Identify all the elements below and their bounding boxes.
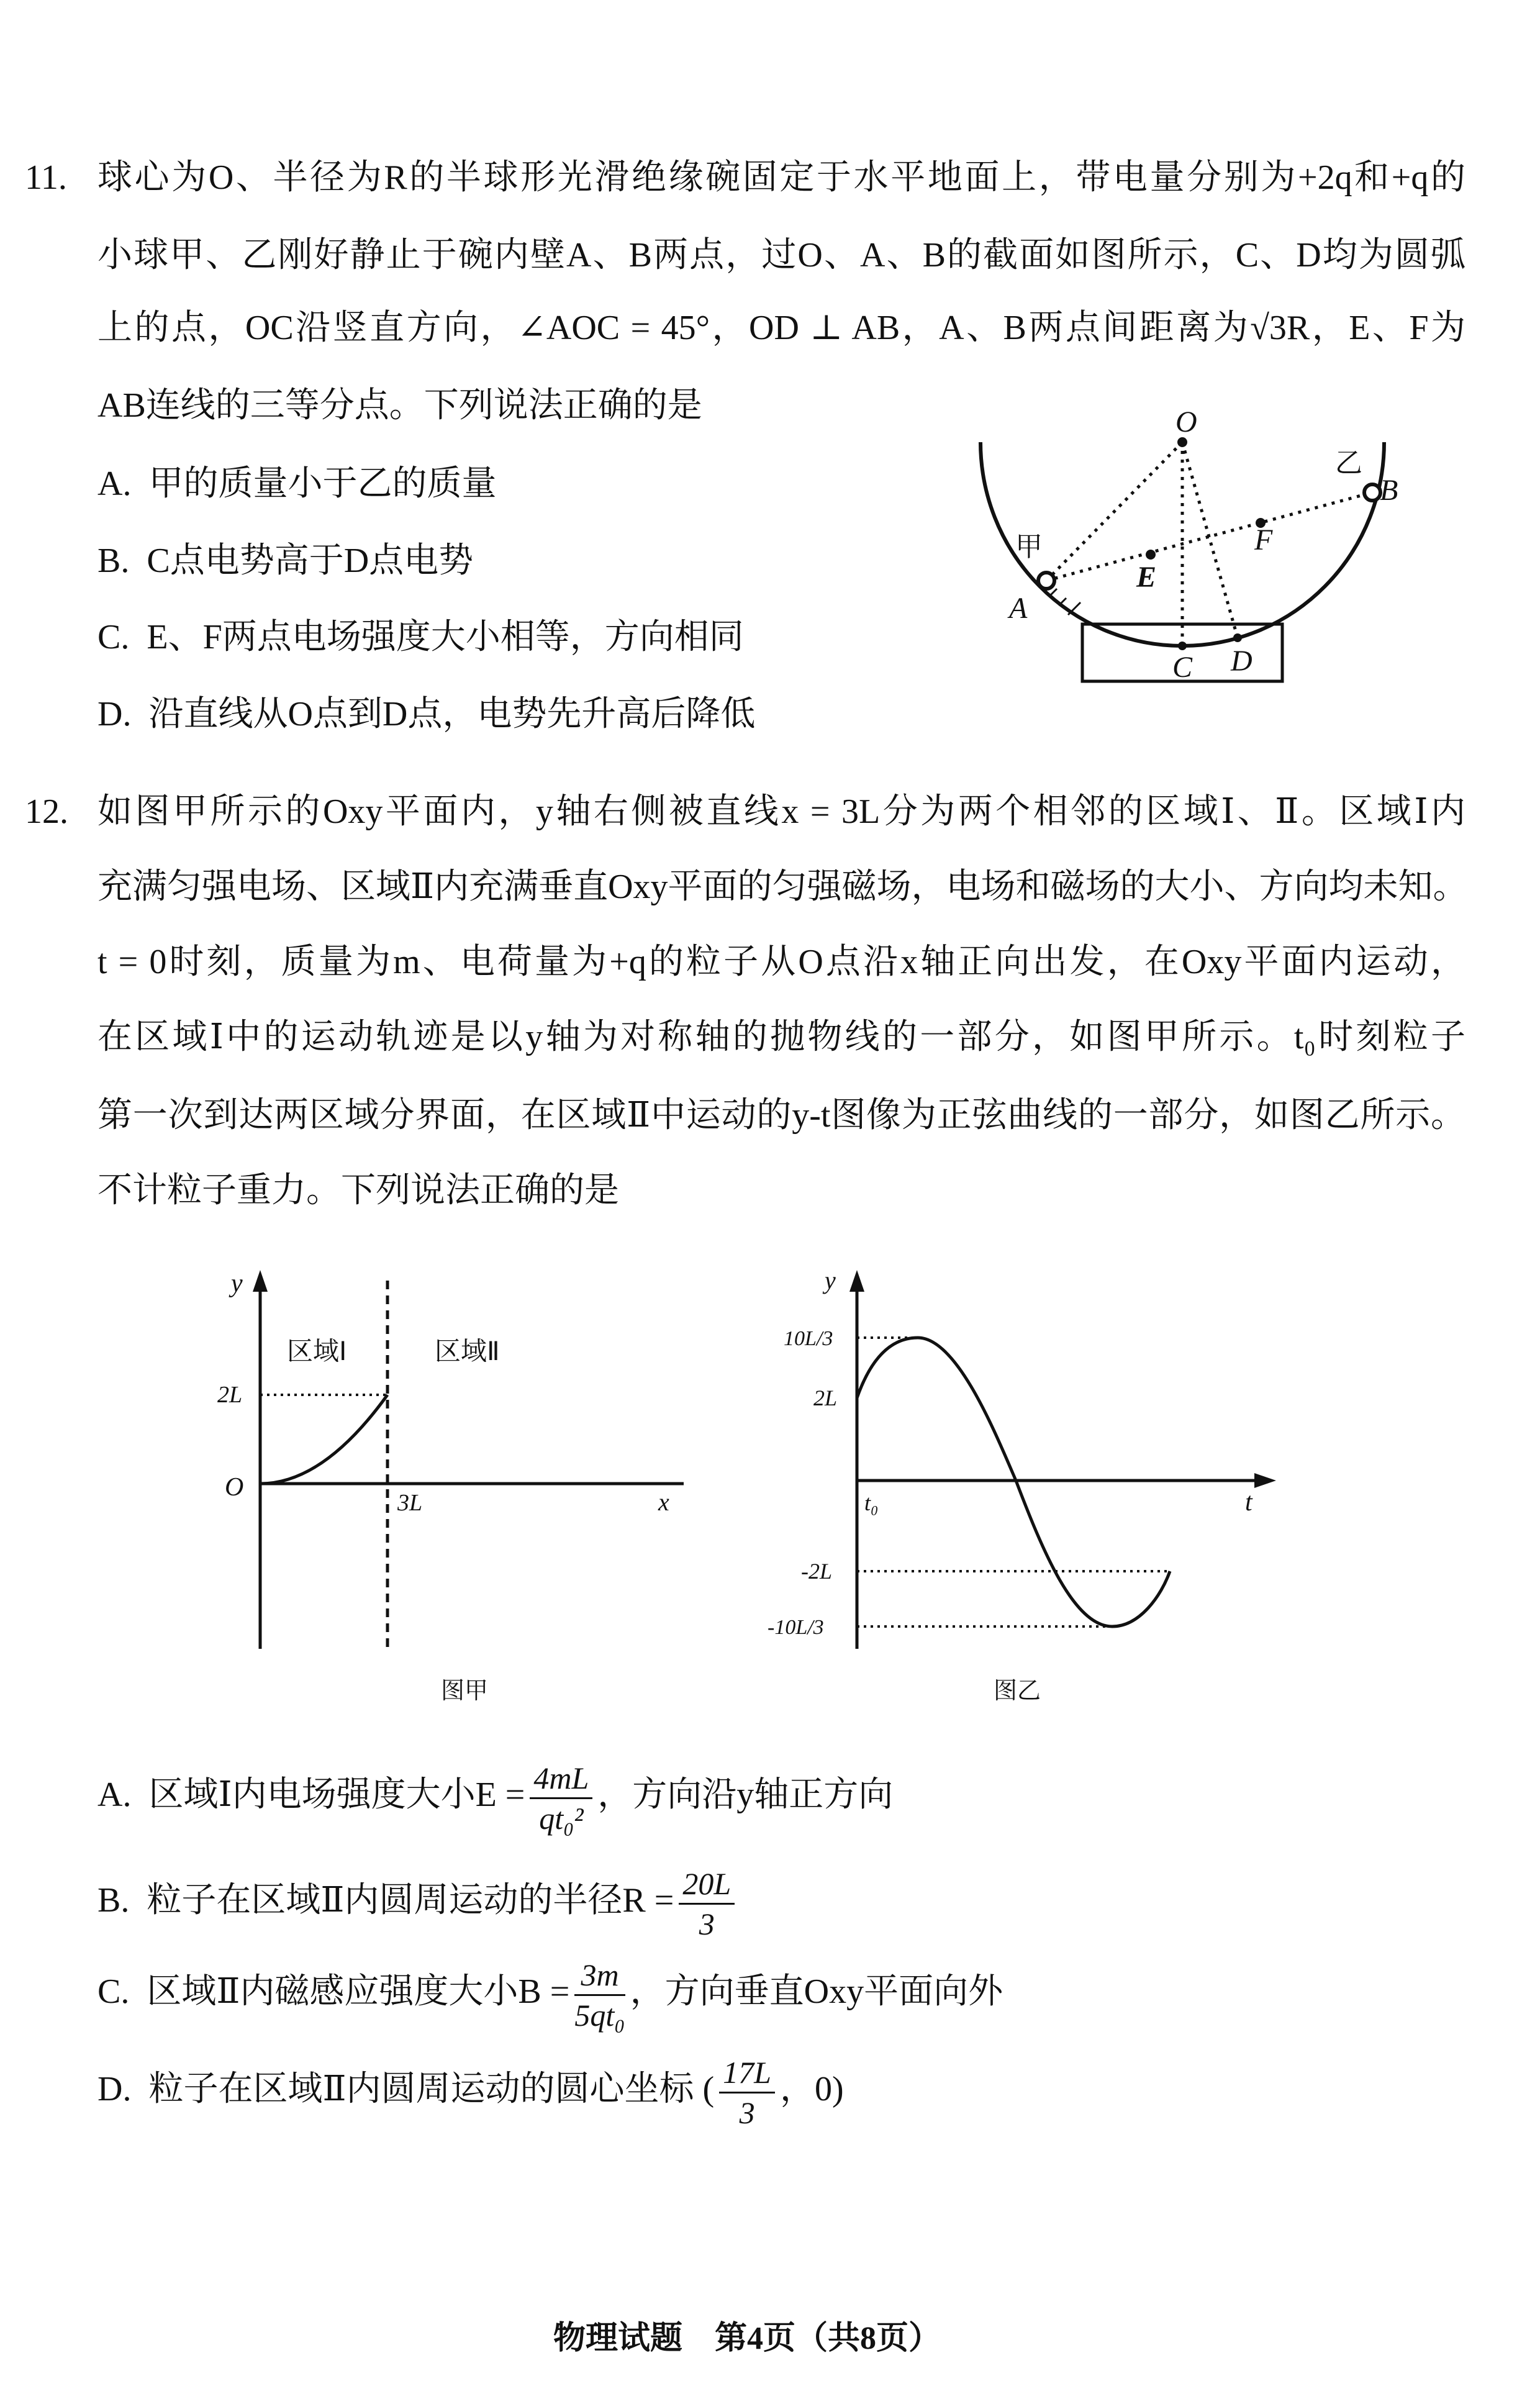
option-text: 粒子在区域Ⅱ内圆周运动的半径R = xyxy=(147,1881,674,1920)
line-oa xyxy=(1046,442,1182,581)
option-text: 甲的质量小于乙的质量 xyxy=(148,465,497,503)
label-d: D xyxy=(1231,645,1252,678)
label-a: A xyxy=(1009,592,1028,625)
fig-yi-y-label: y xyxy=(825,1266,836,1294)
fig-jia-caption: 图甲 xyxy=(441,1678,489,1704)
fig-jia xyxy=(253,1270,684,1649)
option-key: B. xyxy=(97,542,130,580)
numerator: 4mL xyxy=(530,1759,592,1799)
q12-stem-line: 如图甲所示的Oxy平面内，y轴右侧被直线x = 3L分为两个相邻的区域Ⅰ、Ⅱ。区域Ⅰ内 xyxy=(97,792,1465,831)
fig-yi-t-label: t xyxy=(1245,1488,1252,1517)
fig-yi xyxy=(849,1270,1276,1649)
fig-yi-caption: 图乙 xyxy=(994,1678,1041,1704)
option-text: 沿直线从O点到D点，电势先升高后降低 xyxy=(148,695,756,733)
numerator: 20L xyxy=(679,1864,735,1905)
fraction xyxy=(679,1864,735,1943)
label-f: F xyxy=(1254,524,1273,556)
numerator: 3m xyxy=(574,1956,625,1996)
denominator: 5qt₀ xyxy=(574,1997,625,2033)
q12-stem-line: 不计粒子重力。下列说法正确的是 xyxy=(97,1171,619,1210)
option-key: A. xyxy=(97,1776,132,1814)
fig-yi-t0: t₀ xyxy=(864,1490,879,1515)
y-arrow xyxy=(253,1270,268,1292)
page-footer: 物理试题 第4页（共8页） xyxy=(553,2321,941,2356)
option-text: C点电势高于D点电势 xyxy=(147,542,474,580)
q12-option-b xyxy=(97,1857,740,1944)
q11-stem-line: AB连线的三等分点。下列说法正确的是 xyxy=(97,386,702,425)
fig-jia-region-2: 区域Ⅱ xyxy=(435,1338,500,1366)
q11-number: 11. xyxy=(25,158,67,197)
q11-stem-line: 球心为O、半径为R的半球形光滑绝缘碗固定于水平地面上，带电量分别为+2q和+q的 xyxy=(97,158,1465,197)
option-text: 区域Ⅱ内磁感应强度大小B = xyxy=(147,1972,570,2011)
label-e: E xyxy=(1136,561,1157,594)
label-c: C xyxy=(1172,651,1193,684)
option-text: ，方向沿y轴正方向 xyxy=(597,1776,894,1814)
fig-yi-tick-2L: 2L xyxy=(813,1386,838,1410)
q12-stem-line: t = 0时刻，质量为m、电荷量为+q的粒子从O点沿x轴正向出发，在Oxy平面内运动， xyxy=(97,943,1465,981)
parabola-trajectory xyxy=(260,1395,387,1484)
point-c xyxy=(1178,642,1187,650)
label-o: O xyxy=(1175,406,1197,438)
option-text: ，0) xyxy=(779,2070,844,2108)
fig-jia-origin: O xyxy=(225,1473,244,1502)
q12-stem-line: 第一次到达两区域分界面，在区域Ⅱ中运动的y-t图像为正弦曲线的一部分，如图乙所示。 xyxy=(97,1096,1465,1135)
ball-jia xyxy=(1038,573,1054,589)
point-o xyxy=(1177,437,1187,447)
denominator: 3 xyxy=(699,1906,715,1941)
line-od xyxy=(1182,442,1238,638)
fig-yi-tick-m2L: -2L xyxy=(801,1559,833,1584)
denominator: 3 xyxy=(739,2095,755,2130)
q12-stem-line: 充满匀强电场、区域Ⅱ内充满垂直Oxy平面的匀强磁场，电场和磁场的大小、方向均未知。 xyxy=(97,868,1468,906)
q11-stem-line: 小球甲、乙刚好静止于碗内壁A、B两点，过O、A、B的截面如图所示，C、D均为圆弧 xyxy=(97,236,1465,274)
fig-jia-y-label: y xyxy=(231,1269,243,1298)
y-arrow xyxy=(849,1270,864,1292)
option-text: E、F两点电场强度大小相等，方向相同 xyxy=(147,618,744,656)
fig-jia-x-label: x xyxy=(658,1488,669,1516)
q12-option-d xyxy=(97,2046,844,2133)
option-key: C. xyxy=(97,1972,130,2011)
option-text: ，方向垂直Oxy平面向外 xyxy=(630,1972,1003,2011)
q11-stem-line: 上的点，OC沿竖直方向，∠AOC = 45°，OD ⊥ AB，A、B两点间距离为√3R，E、F为 xyxy=(97,309,1465,347)
point-e xyxy=(1146,550,1156,560)
q12-stem-line: 在区域Ⅰ中的运动轨迹是以y轴为对称轴的抛物线的一部分，如图甲所示。t₀时刻粒子 xyxy=(97,1018,1465,1056)
fig-jia-region-1: 区域Ⅰ xyxy=(287,1338,347,1366)
denominator: qt₀² xyxy=(539,1800,584,1836)
option-text: 区域Ⅰ内电场强度大小E = xyxy=(148,1776,525,1814)
option-key: A. xyxy=(97,465,132,503)
label-jia: 甲 xyxy=(1015,532,1043,562)
fraction xyxy=(719,2053,775,2132)
ball-yi xyxy=(1364,484,1380,501)
option-key: D. xyxy=(97,2070,132,2108)
q12-option-c xyxy=(97,1948,1003,2035)
option-key: C. xyxy=(97,618,130,656)
option-key: B. xyxy=(97,1881,130,1920)
option-text: 粒子在区域Ⅱ内圆周运动的圆心坐标 ( xyxy=(148,2070,715,2108)
point-d xyxy=(1233,633,1242,642)
fraction xyxy=(530,1759,592,1838)
option-key: D. xyxy=(97,695,132,733)
fig-jia-tick-2L: 2L xyxy=(217,1382,243,1408)
fig-yi-tick-10L3: 10L/3 xyxy=(784,1327,833,1350)
fig-yi-tick-m10L3: -10L/3 xyxy=(768,1616,824,1639)
fraction xyxy=(574,1956,625,2034)
numerator: 17L xyxy=(719,2053,775,2093)
q12-number: 12. xyxy=(25,792,68,831)
label-b: B xyxy=(1380,474,1398,507)
label-yi: 乙 xyxy=(1335,448,1362,478)
fig-jia-tick-3L: 3L xyxy=(397,1490,423,1516)
q12-option-a xyxy=(97,1751,893,1838)
t-arrow xyxy=(1254,1473,1276,1488)
